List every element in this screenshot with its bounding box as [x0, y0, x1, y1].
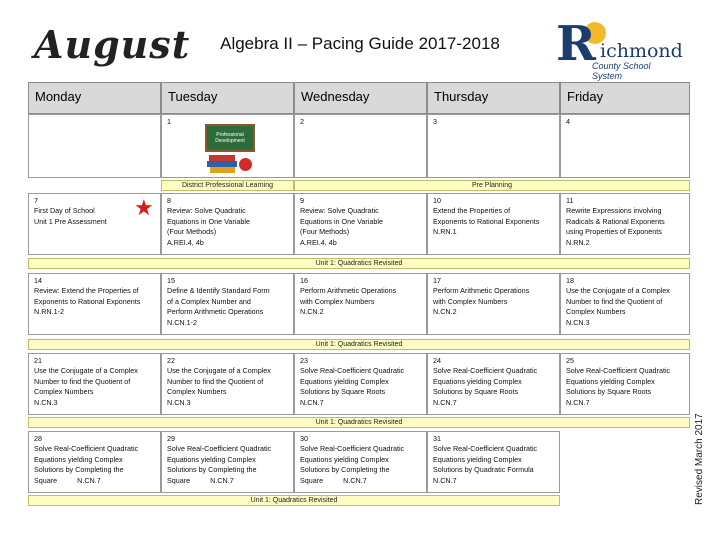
district-learning-band: District Professional Learning — [161, 180, 294, 191]
standard-code: N.RN.1 — [433, 227, 457, 237]
day-number: 7 — [34, 196, 38, 205]
revised-date: Revised March 2017 — [694, 413, 705, 505]
cell-line: Number to find the Quotient of — [34, 376, 131, 386]
day-number: 28 — [34, 434, 42, 443]
day-number: 30 — [300, 434, 308, 443]
calendar-cell-14 — [28, 273, 161, 335]
cell-line: of a Complex Number and — [167, 296, 251, 306]
calendar-cell-16 — [294, 273, 427, 335]
cell-line: Complex Numbers — [34, 387, 94, 397]
calendar-cell-23 — [294, 353, 427, 415]
day-number: 4 — [566, 117, 570, 126]
unit-band: Unit 1: Quadratics Revisited — [28, 339, 690, 350]
cell-line: Exponents to Rational Exponents — [34, 296, 141, 306]
day-number: 29 — [167, 434, 175, 443]
cell-line: Review: Extend the Properties of — [34, 286, 139, 296]
cell-line: Equations in One Variable — [167, 216, 250, 226]
cell-line: Use the Conjugate of a Complex — [566, 286, 670, 296]
standard-code: Square N.CN.7 — [167, 475, 234, 485]
day-number: 15 — [167, 276, 175, 285]
standard-code: N.CN.7 — [300, 397, 324, 407]
standard-code: N.CN.3 — [167, 397, 191, 407]
calendar-cell-9 — [294, 193, 427, 255]
standard-code: N.CN.2 — [300, 307, 324, 317]
cell-line: Solve Real-Coefficient Quadratic — [433, 444, 538, 454]
cell-line: Solutions by Square Roots — [433, 387, 519, 397]
cell-line: Extend the Properties of — [433, 206, 511, 216]
calendar-cell-8 — [161, 193, 294, 255]
cell-line: Solutions by Square Roots — [566, 387, 652, 397]
cell-line: Equations yielding Complex — [34, 454, 123, 464]
cell-line: Complex Numbers — [566, 307, 626, 317]
cell-line: Solve Real-Coefficient Quadratic — [34, 444, 139, 454]
cell-line: Solutions by Completing the — [167, 465, 257, 475]
calendar-cell-18 — [560, 273, 690, 335]
standard-code: Square N.CN.7 — [300, 475, 367, 485]
book-icon — [210, 167, 235, 173]
cell-line: Perform Arithmetic Operations — [167, 307, 264, 317]
calendar-cell-29 — [161, 431, 294, 493]
day-number: 16 — [300, 276, 308, 285]
cell-line: Rewrite Expressions involving — [566, 206, 662, 216]
standard-code: Square N.CN.7 — [34, 475, 101, 485]
day-number: 18 — [566, 276, 574, 285]
cell-line: Exponents to Rational Exponents — [433, 216, 540, 226]
header-monday: Monday — [28, 82, 161, 114]
standard-code: N.CN.7 — [433, 475, 457, 485]
calendar-cell-15 — [161, 273, 294, 335]
day-number: 11 — [566, 196, 574, 205]
calendar-cell-11 — [560, 193, 690, 255]
chalkboard-icon: Professional Development — [205, 124, 255, 152]
logo-subtitle: County School System — [592, 61, 651, 81]
header-thursday: Thursday — [427, 82, 560, 114]
cell-line: Solve Real-Coefficient Quadratic — [300, 444, 405, 454]
calendar-cell-25 — [560, 353, 690, 415]
cell-line: Use the Conjugate of a Complex — [167, 366, 271, 376]
calendar-cell-31 — [427, 431, 560, 493]
cell-line: Equations yielding Complex — [566, 376, 655, 386]
day-number: 22 — [167, 356, 175, 365]
calendar-cell-22 — [161, 353, 294, 415]
unit-band: Unit 1: Quadratics Revisited — [28, 495, 560, 506]
calendar-cell-10 — [427, 193, 560, 255]
cell-line: Solve Real-Coefficient Quadratic — [167, 444, 272, 454]
header-tuesday: Tuesday — [161, 82, 294, 114]
cell-line: Equations yielding Complex — [300, 454, 389, 464]
cell-line: Equations yielding Complex — [433, 376, 522, 386]
cell-line: Solve Real-Coefficient Quadratic — [300, 366, 405, 376]
star-icon: ★ — [134, 195, 154, 220]
cell-line: Define & Identify Standard Form — [167, 286, 270, 296]
cell-line: Review: Solve Quadratic — [167, 206, 246, 216]
cell-line: Perform Arithmetic Operations — [300, 286, 397, 296]
cell-line: Solve Real-Coefficient Quadratic — [433, 366, 538, 376]
school-logo — [556, 16, 683, 81]
standard-code: N.CN.2 — [433, 307, 457, 317]
day-number: 8 — [167, 196, 171, 205]
apple-icon — [239, 158, 252, 171]
cell-line: Solutions by Completing the — [300, 465, 390, 475]
cell-line: First Day of School — [34, 206, 95, 216]
cell-line: Number to find the Quotient of — [167, 376, 264, 386]
cell-line: using Properties of Exponents — [566, 227, 662, 237]
day-number: 17 — [433, 276, 441, 285]
calendar-cell-2 — [294, 114, 427, 178]
cell-line: Review: Solve Quadratic — [300, 206, 379, 216]
cell-line: (Four Methods) — [300, 227, 350, 237]
day-number: 10 — [433, 196, 441, 205]
cell-line: Number to find the Quotient of — [566, 296, 663, 306]
month-title: August — [34, 22, 191, 67]
logo-name: ichmond — [600, 40, 683, 62]
standard-code: N.CN.7 — [433, 397, 457, 407]
day-number: 21 — [34, 356, 42, 365]
calendar-cell-17 — [427, 273, 560, 335]
cell-line: Solutions by Completing the — [34, 465, 124, 475]
standard-code: A.REI.4, 4b — [167, 237, 204, 247]
header-wednesday: Wednesday — [294, 82, 427, 114]
day-number: 31 — [433, 434, 441, 443]
cell-line: Equations yielding Complex — [167, 454, 256, 464]
day-number: 1 — [167, 117, 171, 126]
cell-line: Equations yielding Complex — [433, 454, 522, 464]
calendar-cell-24 — [427, 353, 560, 415]
cell-line: Perform Arithmetic Operations — [433, 286, 530, 296]
cell-line: with Complex Numbers — [300, 296, 375, 306]
cell-line: Complex Numbers — [167, 387, 227, 397]
day-number: 25 — [566, 356, 574, 365]
standard-code: N.CN.3 — [34, 397, 58, 407]
cell-line: Solutions by Square Roots — [300, 387, 386, 397]
cell-line: Equations yielding Complex — [300, 376, 389, 386]
calendar-cell-30 — [294, 431, 427, 493]
cell-line: Unit 1 Pre Assessment — [34, 216, 107, 226]
calendar-cell-28 — [28, 431, 161, 493]
cell-line: with Complex Numbers — [433, 296, 508, 306]
unit-band: Unit 1: Quadratics Revisited — [28, 258, 690, 269]
standard-code: N.RN.2 — [566, 237, 590, 247]
logo-letter: R — [556, 16, 596, 72]
standard-code: N.CN.3 — [566, 317, 590, 327]
unit-band: Unit 1: Quadratics Revisited — [28, 417, 690, 428]
cell-line: Equations in One Variable — [300, 216, 383, 226]
day-number: 14 — [34, 276, 42, 285]
page-title: Algebra II – Pacing Guide 2017-2018 — [220, 34, 500, 53]
header-friday: Friday — [560, 82, 690, 114]
calendar-cell-4 — [560, 114, 690, 178]
cell-line: Radicals & Rational Exponents — [566, 216, 665, 226]
cell-line: Use the Conjugate of a Complex — [34, 366, 138, 376]
calendar-cell-empty — [28, 114, 161, 178]
day-number: 9 — [300, 196, 304, 205]
day-number: 3 — [433, 117, 437, 126]
cell-line: Solutions by Quadratic Formula — [433, 465, 534, 475]
day-number: 2 — [300, 117, 304, 126]
standard-code: N.CN.1-2 — [167, 317, 197, 327]
professional-development-image — [205, 124, 255, 174]
calendar-cell-21 — [28, 353, 161, 415]
day-number: 23 — [300, 356, 308, 365]
cell-line: (Four Methods) — [167, 227, 217, 237]
standard-code: N.RN.1-2 — [34, 307, 64, 317]
calendar-cell-3 — [427, 114, 560, 178]
standard-code: A.REI.4, 4b — [300, 237, 337, 247]
standard-code: N.CN.7 — [566, 397, 590, 407]
preplanning-band: Pre Planning — [294, 180, 690, 191]
cell-line: Solve Real-Coefficient Quadratic — [566, 366, 671, 376]
day-number: 24 — [433, 356, 441, 365]
